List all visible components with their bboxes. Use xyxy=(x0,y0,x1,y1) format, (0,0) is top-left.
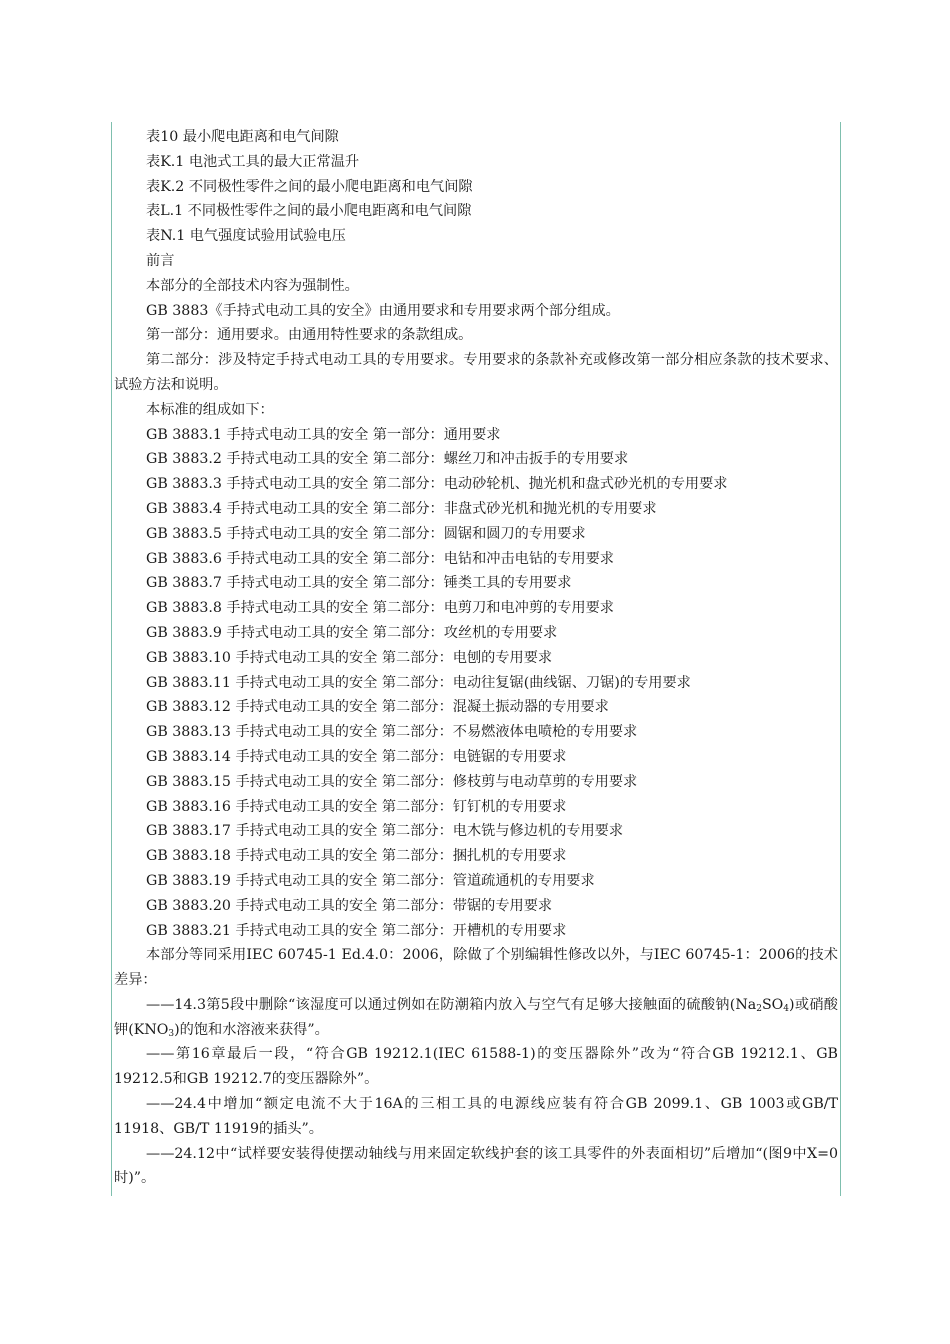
standard-part-item: GB 3883.8 手持式电动工具的安全 第二部分：电剪刀和电冲剪的专用要求 xyxy=(146,600,614,617)
standard-part-item: GB 3883.5 手持式电动工具的安全 第二部分：圆锯和圆刀的专用要求 xyxy=(146,525,586,542)
standard-part-item: GB 3883.12 手持式电动工具的安全 第二部分：混凝土振动器的专用要求 xyxy=(146,699,609,716)
diff-text: SO xyxy=(761,996,784,1013)
standard-part-item: GB 3883.9 手持式电动工具的安全 第二部分：攻丝机的专用要求 xyxy=(146,624,558,641)
diff-text: ——14.3第5段中删除“该湿度可以通过例如在防潮箱内放入与空气有足够大接触面的硫酸钠(Na xyxy=(146,996,757,1013)
paragraph: 本标准的组成如下： xyxy=(146,401,274,418)
table-list-item: 表N.1 电气强度试验用试验电压 xyxy=(146,228,346,245)
standard-part-item: GB 3883.13 手持式电动工具的安全 第二部分：不易燃液体电喷枪的专用要求 xyxy=(146,724,638,741)
technical-difference-item: ——24.4中增加“额定电流不大于16A的三相工具的电源线应装有符合GB 2099.1、GB 1003或GB/T 11918、GB/T 11919的插头”。 xyxy=(114,1096,838,1137)
subscript: 4 xyxy=(783,1003,790,1014)
technical-difference-item: ——24.12中“试样要安装得使摆动轴线与用来固定软线护套的该工具零件的外表面相切”后增加“(图9中X=0时)”。 xyxy=(114,1145,838,1187)
diff-text: )的饱和水溶液来获得”。 xyxy=(174,1021,329,1038)
standard-part-item: GB 3883.11 手持式电动工具的安全 第二部分：电动往复锯(曲线锯、刀锯)的专用要求 xyxy=(146,674,691,691)
technical-difference-item: ——第16章最后一段，“符合GB 19212.1(IEC 61588-1)的变压器除外”改为“符合GB 19212.1、GB 19212.5和GB 19212.7的变压器除外”。 xyxy=(114,1046,838,1088)
standard-part-item: GB 3883.3 手持式电动工具的安全 第二部分：电动砂轮机、抛光机和盘式砂光机的专用要求 xyxy=(146,476,728,493)
standard-part-item: GB 3883.19 手持式电动工具的安全 第二部分：管道疏通机的专用要求 xyxy=(146,872,595,889)
foreword-heading: 前言 xyxy=(146,252,175,269)
standard-part-item: GB 3883.16 手持式电动工具的安全 第二部分：钉钉机的专用要求 xyxy=(146,798,567,815)
standard-part-item: GB 3883.6 手持式电动工具的安全 第二部分：电钻和冲击电钻的专用要求 xyxy=(146,550,614,567)
technical-difference-item xyxy=(114,993,838,1043)
standard-part-item: GB 3883.1 手持式电动工具的安全 第一部分：通用要求 xyxy=(146,426,501,443)
standard-part-item: GB 3883.14 手持式电动工具的安全 第二部分：电链锯的专用要求 xyxy=(146,748,567,765)
paragraph: GB 3883《手持式电动工具的安全》由通用要求和专用要求两个部分组成。 xyxy=(146,302,620,319)
subscript: 2 xyxy=(756,1003,762,1014)
standard-part-item: GB 3883.20 手持式电动工具的安全 第二部分：带锯的专用要求 xyxy=(146,897,553,914)
standard-part-item: GB 3883.10 手持式电动工具的安全 第二部分：电刨的专用要求 xyxy=(146,649,553,666)
standard-part-item: GB 3883.21 手持式电动工具的安全 第二部分：开槽机的专用要求 xyxy=(146,922,567,939)
standard-part-item: GB 3883.2 手持式电动工具的安全 第二部分：螺丝刀和冲击扳手的专用要求 xyxy=(146,451,629,468)
standard-part-item: GB 3883.17 手持式电动工具的安全 第二部分：电木铣与修边机的专用要求 xyxy=(146,823,624,840)
standard-part-item: GB 3883.15 手持式电动工具的安全 第二部分：修枝剪与电动草剪的专用要求 xyxy=(146,773,638,790)
table-list-item: 表K.1 电池式工具的最大正常温升 xyxy=(146,153,360,170)
paragraph: 第一部分：通用要求。由通用特性要求的条款组成。 xyxy=(146,327,473,344)
document-body xyxy=(114,125,838,1191)
subscript: 3 xyxy=(168,1028,175,1039)
table-list-item: 表K.2 不同极性零件之间的最小爬电距离和电气间隙 xyxy=(146,178,473,195)
paragraph: 本部分的全部技术内容为强制性。 xyxy=(146,277,359,294)
paragraph: 本部分等同采用IEC 60745-1 Ed.4.0：2006，除做了个别编辑性修改以外，与IEC 60745-1：2006的技术差异： xyxy=(114,947,838,989)
standard-part-item: GB 3883.4 手持式电动工具的安全 第二部分：非盘式砂光机和抛光机的专用要求 xyxy=(146,500,657,517)
standard-part-item: GB 3883.7 手持式电动工具的安全 第二部分：锤类工具的专用要求 xyxy=(146,575,572,592)
standard-part-item: GB 3883.18 手持式电动工具的安全 第二部分：捆扎机的专用要求 xyxy=(146,848,567,865)
table-list-item: 表10 最小爬电距离和电气间隙 xyxy=(146,129,339,145)
diff-text: )或硝酸钾(KNO xyxy=(114,996,838,1038)
paragraph: 第二部分：涉及特定手持式电动工具的专用要求。专用要求的条款补充或修改第一部分相应条款的技术要求、试验方法和说明。 xyxy=(114,352,838,393)
table-list-item: 表L.1 不同极性零件之间的最小爬电距离和电气间隙 xyxy=(146,203,472,220)
